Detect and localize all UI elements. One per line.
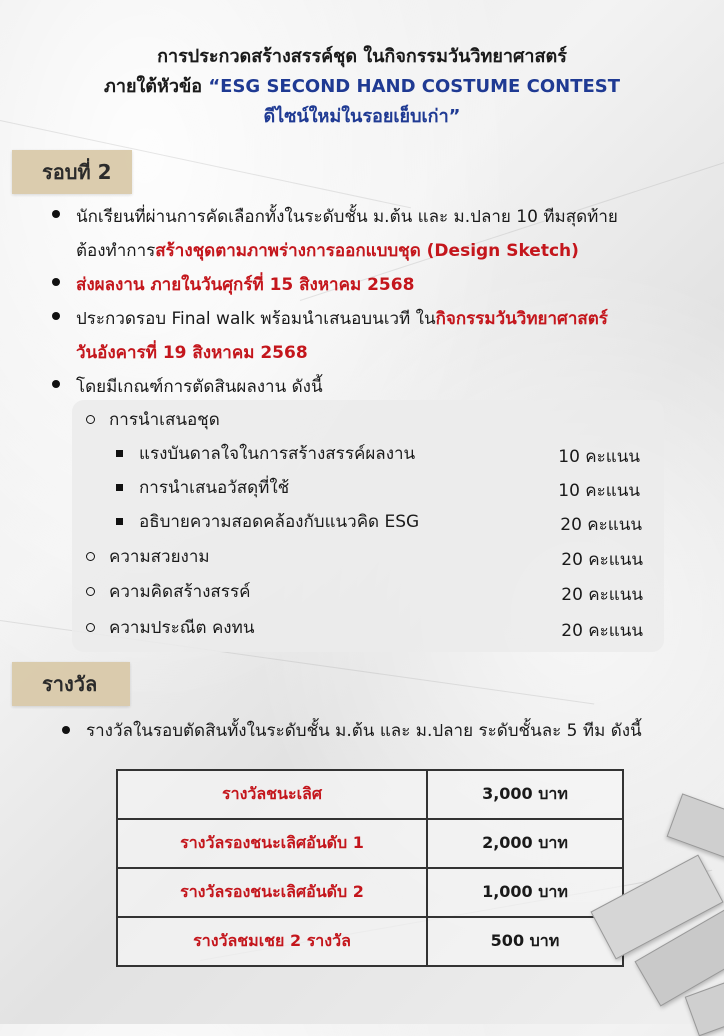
list-item: ส่งผลงาน ภายในวันศุกร์ที่ 15 สิงหาคม 2568 bbox=[52, 268, 414, 302]
list-item: ประกวดรอบ Final walk พร้อมนำเสนอบนเวที ในกิจกรรมวันวิทยาศาสตร์ วันอังคารที่ 19 สิงหาคม 2568 bbox=[52, 302, 608, 370]
prize-amount: 1,000 บาท bbox=[427, 868, 623, 917]
prize-amount: 2,000 บาท bbox=[427, 819, 623, 868]
prize-name: รางวัลรองชนะเลิศอันดับ 2 bbox=[117, 868, 427, 917]
sub-criteria-item: แรงบันดาลใจในการสร้างสรรค์ผลงาน bbox=[116, 438, 415, 468]
criteria-item: ความสวยงาม bbox=[86, 541, 210, 571]
list-item: โดยมีเกณฑ์การตัดสินผลงาน ดังนี้ bbox=[52, 370, 323, 404]
table-row bbox=[117, 868, 623, 917]
bullet-dot bbox=[52, 278, 60, 286]
prize-name: รางวัลรองชนะเลิศอันดับ 1 bbox=[117, 819, 427, 868]
title-line2: ภายใต้หัวข้อ “ESG SECOND HAND COSTUME CONTEST bbox=[103, 76, 621, 97]
round2-bullets bbox=[52, 200, 692, 400]
score: 10 คะแนน bbox=[558, 447, 640, 467]
contest-name: “ESG SECOND HAND COSTUME CONTEST bbox=[208, 76, 621, 97]
square-bullet-icon bbox=[116, 484, 123, 491]
awards-label: รางวัล bbox=[12, 662, 130, 706]
title-line3: ดีไซน์ใหม่ในรอยเย็บเก่า” bbox=[263, 106, 461, 127]
square-bullet-icon bbox=[116, 518, 123, 525]
page-title bbox=[0, 42, 724, 132]
title-line1: การประกวดสร้างสรรค์ชุด ในกิจกรรมวันวิทยาศาสตร์ bbox=[157, 46, 567, 67]
circle-bullet-icon bbox=[86, 552, 95, 561]
criteria-item: การนำเสนอชุด bbox=[86, 404, 220, 434]
prize-name: รางวัลชมเชย 2 รางวัล bbox=[117, 917, 427, 966]
criteria-item: ความคิดสร้างสรรค์ bbox=[86, 576, 250, 606]
prize-name: รางวัลชนะเลิศ bbox=[117, 770, 427, 819]
banknote-icon bbox=[667, 793, 724, 864]
circle-bullet-icon bbox=[86, 587, 95, 596]
score: 20 คะแนน bbox=[561, 621, 643, 641]
prize-table bbox=[116, 769, 624, 967]
bullet-dot bbox=[52, 312, 60, 320]
circle-bullet-icon bbox=[86, 623, 95, 632]
list-item: นักเรียนที่ผ่านการคัดเลือกทั้งในระดับชั้น ม.ต้น และ ม.ปลาย 10 ทีมสุดท้าย ต้องทำการสร้างชุดตามภาพร่างการออกแบบชุด (Design Sketch) bbox=[52, 200, 618, 268]
table-row bbox=[117, 819, 623, 868]
score: 20 คะแนน bbox=[560, 515, 642, 535]
bullet-dot bbox=[52, 380, 60, 388]
bullet-dot bbox=[52, 210, 60, 218]
table-row bbox=[117, 917, 623, 966]
prize-amount: 3,000 บาท bbox=[427, 770, 623, 819]
score: 20 คะแนน bbox=[561, 585, 643, 605]
table-row bbox=[117, 770, 623, 819]
awards-bullets bbox=[62, 716, 702, 750]
sub-criteria-item: อธิบายความสอดคล้องกับแนวคิด ESG bbox=[116, 506, 419, 536]
score: 10 คะแนน bbox=[558, 481, 640, 501]
score: 20 คะแนน bbox=[561, 550, 643, 570]
sub-criteria-item: การนำเสนอวัสดุที่ใช้ bbox=[116, 472, 289, 502]
round2-label: รอบที่ 2 bbox=[12, 150, 132, 194]
circle-bullet-icon bbox=[86, 415, 95, 424]
bullet-dot bbox=[62, 726, 70, 734]
square-bullet-icon bbox=[116, 450, 123, 457]
criteria-item: ความประณีต คงทน bbox=[86, 612, 254, 642]
list-item: รางวัลในรอบตัดสินทั้งในระดับชั้น ม.ต้น และ ม.ปลาย ระดับชั้นละ 5 ทีม ดังนี้ bbox=[62, 716, 642, 746]
prize-amount: 500 บาท bbox=[427, 917, 623, 966]
